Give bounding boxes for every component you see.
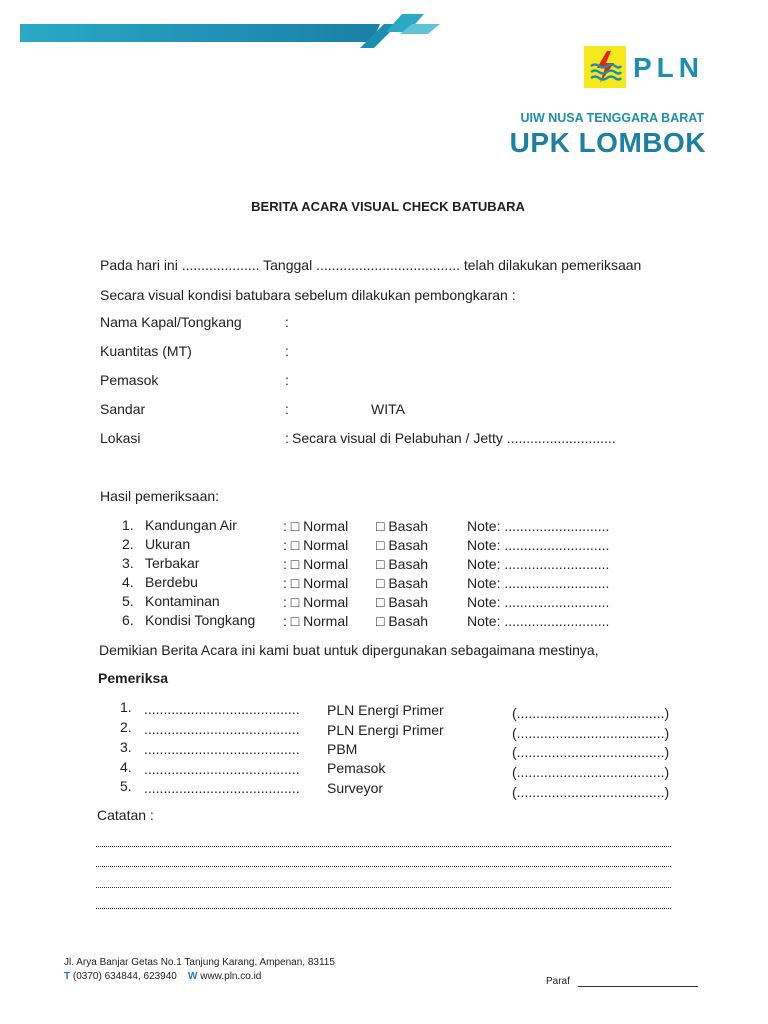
inspector-name-blank: ........................................ [144, 721, 300, 737]
field-label-ship: Nama Kapal/Tongkang [100, 314, 242, 330]
paraf-signature-line[interactable] [578, 986, 698, 987]
inspector-role: PLN Energi Primer [327, 722, 444, 738]
result-label: Kontaminan [145, 593, 220, 609]
result-label: Berdebu [145, 574, 198, 590]
pln-logo-icon [584, 46, 626, 88]
inspector-signature: (......................................) [512, 764, 670, 780]
result-option-normal[interactable]: : □ Normal [283, 537, 349, 553]
closing-statement: Demikian Berita Acara ini kami buat untuk dipergunakan sebagaimana mestinya, [99, 642, 599, 658]
result-no: 5. [122, 593, 134, 609]
inspector-role: Pemasok [327, 760, 386, 776]
inspector-role: Surveyor [327, 780, 384, 796]
notes-line[interactable] [96, 846, 671, 847]
field-colon-ship: : [285, 314, 289, 330]
result-note: Note: ........................... [467, 537, 610, 553]
result-option-basah[interactable]: □ Basah [376, 575, 429, 591]
intro-line-date: Pada hari ini .................... Tanggal ..................................... telah dilakukan pemeriksaan [100, 257, 642, 273]
result-option-normal[interactable]: : □ Normal [283, 594, 349, 610]
footer-contact [64, 971, 261, 982]
result-option-basah[interactable]: □ Basah [376, 556, 429, 572]
footer-address: Jl. Arya Banjar Getas No.1 Tanjung Karang, Ampenan, 83115 [64, 957, 335, 968]
result-option-basah[interactable]: □ Basah [376, 537, 429, 553]
inspector-role: PBM [327, 741, 358, 757]
inspector-no: 3. [120, 739, 132, 755]
result-no: 3. [122, 555, 134, 571]
inspector-signature: (......................................) [512, 784, 670, 800]
inspector-name-blank: ........................................ [144, 741, 300, 757]
inspector-no: 1. [120, 699, 132, 715]
result-no: 2. [122, 536, 134, 552]
footer-website[interactable]: www.pln.co.id [200, 971, 262, 982]
inspector-name-blank: ........................................ [144, 761, 300, 777]
result-no: 1. [122, 517, 134, 533]
result-option-normal[interactable]: : □ Normal [283, 556, 349, 572]
header-stripe-graphic [20, 14, 440, 52]
notes-line[interactable] [96, 908, 671, 909]
field-label-supplier: Pemasok [100, 372, 159, 388]
result-no: 6. [122, 612, 134, 628]
result-option-normal[interactable]: : □ Normal [283, 575, 349, 591]
field-label-location: Lokasi [100, 430, 141, 446]
document-title: BERITA ACARA VISUAL CHECK BATUBARA [251, 199, 525, 214]
field-value-berth: WITA [371, 401, 405, 417]
result-note: Note: ........................... [467, 575, 610, 591]
field-colon-quantity: : [285, 343, 289, 359]
paraf-label: Paraf [546, 976, 570, 987]
field-label-berth: Sandar [100, 401, 146, 417]
field-colon-supplier: : [285, 372, 289, 388]
result-no: 4. [122, 574, 134, 590]
field-label-quantity: Kuantitas (MT) [100, 343, 192, 359]
inspector-no: 4. [120, 759, 132, 775]
result-option-basah[interactable]: □ Basah [376, 594, 429, 610]
field-colon-berth: : [285, 401, 289, 417]
inspector-name-blank: ........................................ [144, 780, 300, 796]
inspector-name-blank: ........................................ [144, 701, 300, 717]
inspector-signature: (......................................) [512, 744, 670, 760]
inspectors-heading: Pemeriksa [98, 670, 169, 686]
logo-text: PLN [633, 52, 704, 83]
footer-phone: (0370) 634844, 623940 [72, 971, 177, 982]
inspector-no: 5. [120, 778, 132, 794]
inspector-no: 2. [120, 719, 132, 735]
footer-phone-label: T [64, 971, 71, 982]
result-option-basah[interactable]: □ Basah [376, 518, 429, 534]
footer-web-label: W [188, 971, 198, 982]
result-label: Ukuran [145, 536, 191, 552]
result-note: Note: ........................... [467, 518, 610, 534]
notes-line[interactable] [96, 887, 671, 888]
result-note: Note: ........................... [467, 594, 610, 610]
results-heading: Hasil pemeriksaan: [100, 488, 220, 504]
result-note: Note: ........................... [467, 613, 610, 629]
inspector-signature: (......................................) [512, 705, 670, 721]
result-option-normal[interactable]: : □ Normal [283, 518, 349, 534]
notes-label: Catatan : [97, 807, 154, 823]
result-label: Kandungan Air [145, 517, 237, 533]
field-value-location: Secara visual di Pelabuhan / Jetty ............................ [292, 430, 616, 446]
inspector-role: PLN Energi Primer [327, 702, 444, 718]
intro-line-condition: Secara visual kondisi batubara sebelum dilakukan pembongkaran : [100, 287, 516, 303]
result-option-normal[interactable]: : □ Normal [283, 613, 349, 629]
field-colon-location: : [285, 430, 289, 446]
notes-line[interactable] [96, 866, 671, 867]
unit-title: UPK LOMBOK [509, 127, 706, 158]
result-label: Kondisi Tongkang [145, 612, 256, 628]
unit-subtitle: UIW NUSA TENGGARA BARAT [520, 111, 704, 125]
result-label: Terbakar [145, 555, 200, 571]
result-note: Note: ........................... [467, 556, 610, 572]
inspector-signature: (......................................) [512, 725, 670, 741]
result-option-basah[interactable]: □ Basah [376, 613, 429, 629]
